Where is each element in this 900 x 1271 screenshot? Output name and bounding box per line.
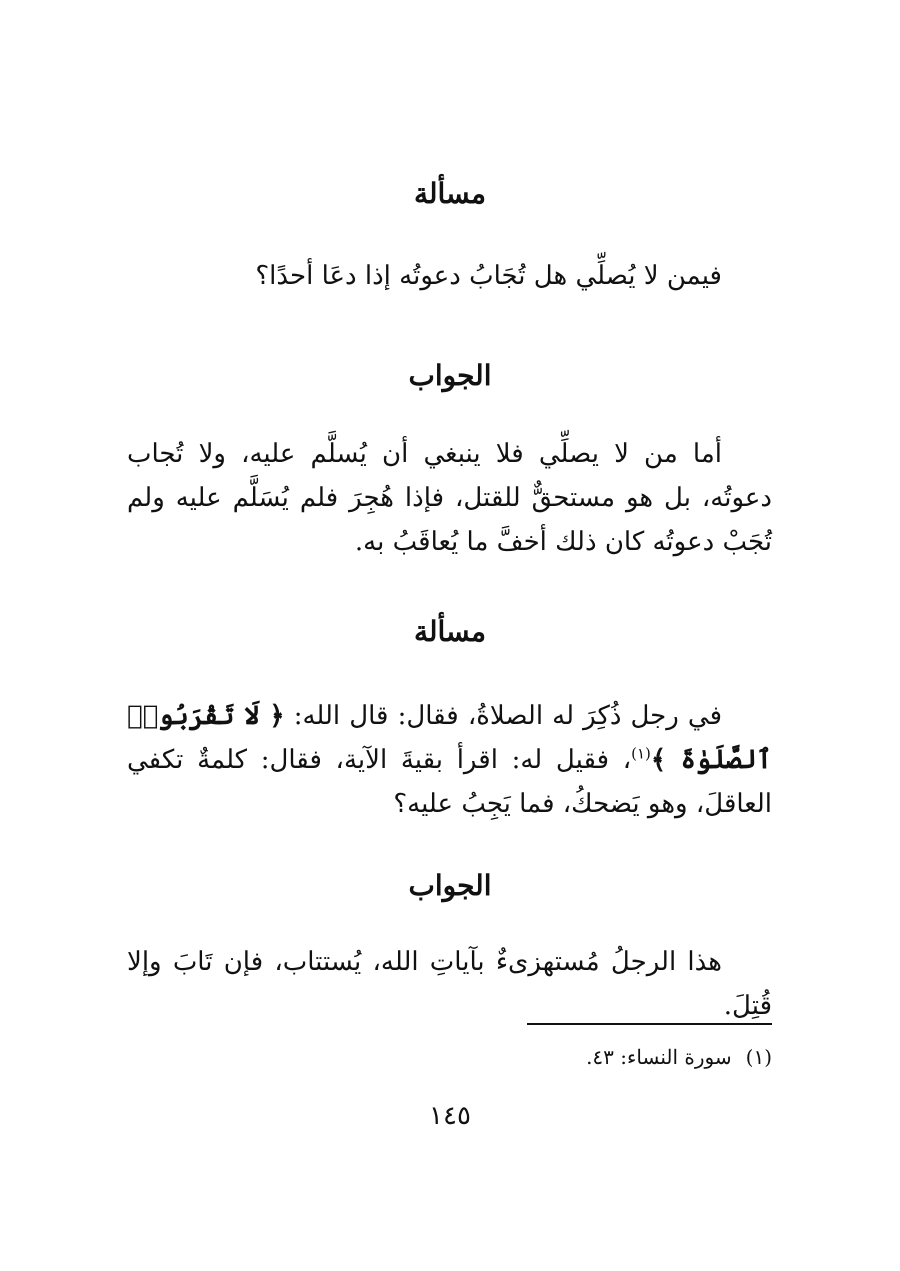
footnote-divider bbox=[527, 1023, 772, 1025]
question-text-after-quote: ، فقيل له: اقرأ بقيةَ الآية، فقال: كلمةٌ تكفي العاقلَ، وهو يَضحكُ، فما يَجِبُ عليه؟ bbox=[127, 745, 772, 819]
footnote-reference: (١) bbox=[631, 744, 651, 763]
question-heading-2: مسألة bbox=[413, 615, 487, 648]
footnote-text: سورة النساء: ٤٣. bbox=[586, 1045, 732, 1069]
answer-paragraph-2: هذا الرجلُ مُستهزىءٌ بآياتِ الله، يُستتاب، فإن تَابَ وإلا قُتِلَ. bbox=[127, 947, 772, 1021]
answer-text-2 bbox=[127, 940, 772, 1028]
question-text-2 bbox=[127, 694, 772, 826]
question-text-1 bbox=[127, 254, 772, 298]
question-paragraph-1: فيمن لا يُصلِّي هل تُجَابُ دعوتُه إذا دعَا أحدًا؟ bbox=[255, 261, 722, 291]
answer-heading-1: الجواب bbox=[408, 359, 492, 392]
footnote-number: (١) bbox=[745, 1045, 772, 1069]
page-number: ١٤٥ bbox=[429, 1101, 471, 1131]
footnote bbox=[586, 1043, 772, 1071]
question-paragraph-2 bbox=[127, 694, 772, 826]
answer-text-1 bbox=[127, 432, 772, 564]
question-text-before-quote: في رجل ذُكِرَ له الصلاةُ، فقال: قال الله: bbox=[293, 701, 722, 731]
answer-paragraph-1: أما من لا يصلِّي فلا ينبغي أن يُسلَّم عليه، ولا تُجاب دعوتُه، بل هو مستحقٌّ للقتل، فإذا هُجِرَ فلم يُسَلَّم عليه ولم تُجَبْ دعوتُه كان ذلك أخفَّ ما يُعاقَبُ به. bbox=[127, 439, 772, 557]
quran-quote: ﴿ لَا تَقْرَبُوا۟ ٱلصَّلَوٰةَ ﴾ bbox=[127, 701, 772, 775]
question-heading-1: مسألة bbox=[413, 177, 487, 210]
answer-heading-2: الجواب bbox=[408, 869, 492, 902]
